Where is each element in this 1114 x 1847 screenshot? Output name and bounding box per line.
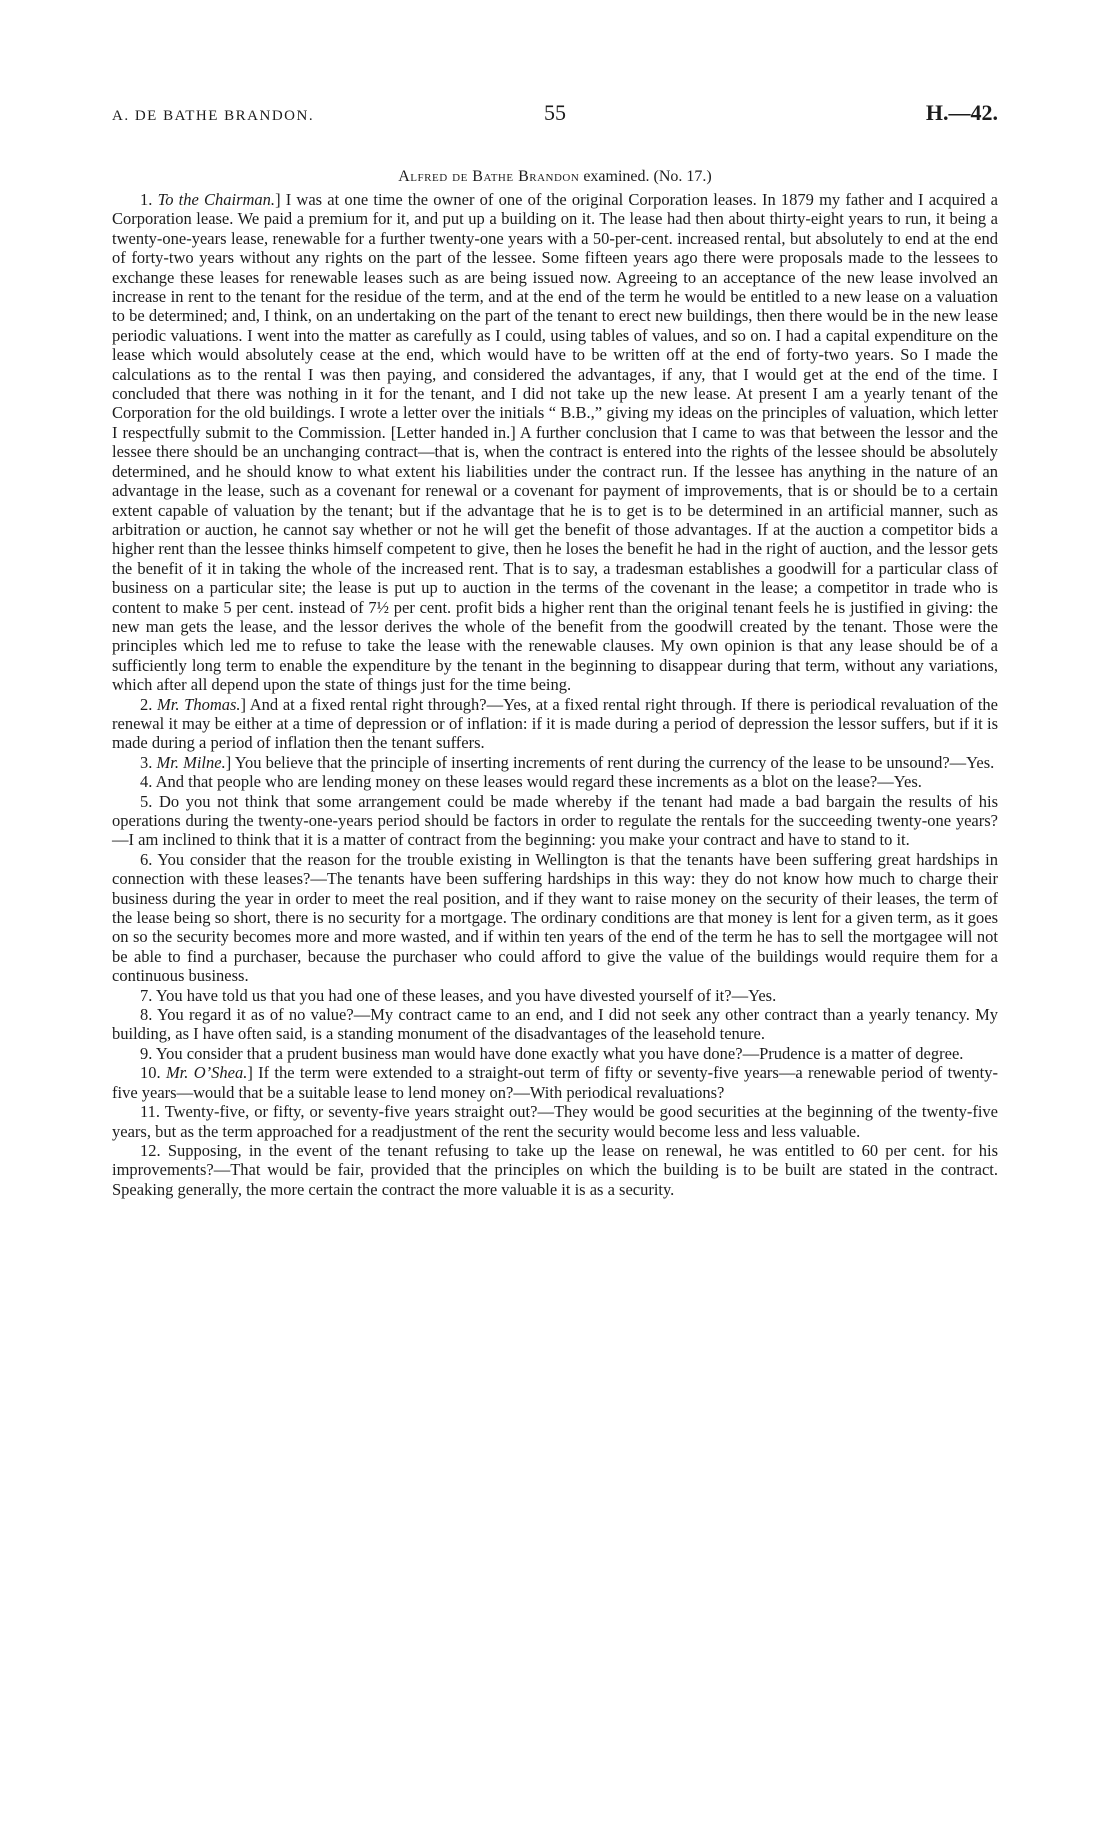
question-paragraph	[112, 986, 998, 1005]
question-paragraph	[112, 1044, 998, 1063]
question-text: ] If the term were extended to a straight-out term of fifty or seventy-five years—a renewable period of twenty-five years—would that be a suitable lease to lend money on?—With periodical revaluations?	[112, 1063, 998, 1102]
questioner-name: Mr. Thomas.	[157, 694, 241, 714]
page-number: 55	[544, 100, 566, 125]
witness-number: (No. 17.)	[653, 168, 712, 185]
question-number: 12.	[140, 1140, 161, 1160]
question-text: You consider that a prudent business man would have done exactly what you have done?—Prudence is a matter of degree.	[155, 1043, 964, 1063]
question-number: 3.	[140, 752, 153, 772]
document-page	[112, 100, 998, 1199]
question-paragraph	[112, 850, 998, 986]
question-text: You have told us that you had one of these leases, and you have divested yourself of it?—Yes.	[155, 985, 777, 1005]
question-text: Do you not think that some arrangement could be made whereby if the tenant had made a bad bargain the results of his operations during the twenty-one-years period should be factors in order to regulate the rentals for the succeeding twenty-one years?—I am inclined to think that it is a matter of contract from the beginning: you make your contract and have to stand to it.	[112, 791, 998, 850]
witness-heading-rest: examined.	[579, 168, 650, 185]
question-number: 1.	[140, 190, 153, 209]
question-number: 8.	[140, 1005, 153, 1025]
question-number: 7.	[140, 985, 153, 1005]
question-text: And that people who are lending money on these leases would regard these increments as a blot on the lease?—Yes.	[155, 772, 922, 792]
question-text: Twenty-five, or fifty, or seventy-five years straight out?—They would be good securities at the beginning of the twenty-five years, but as the term approached for a readjustment of the rent the security would become less and less valuable.	[112, 1102, 998, 1141]
question-number: 10.	[140, 1063, 161, 1083]
question-text: ] And at a fixed rental right through?—Yes, at a fixed rental right through. If there is periodical revaluation of the renewal it may be either at a time of depression or of inflation: if it is made during a period of depression the lessor suffers, but if it is made during a period of inflation then the tenant suffers.	[112, 694, 998, 753]
question-paragraph	[112, 753, 998, 772]
document-reference: H.—42.	[925, 100, 998, 125]
witness-heading	[112, 168, 998, 186]
question-paragraph	[112, 1141, 998, 1199]
question-number: 2.	[140, 694, 153, 714]
question-text: You consider that the reason for the trouble existing in Wellington is that the tenants have been suffering great hardships in connection with these leases?—The tenants have been suffering hardships in this way: they do not know how much to charge their business during the year in order to meet the real position, and if they want to raise money on the security of their leases, the term of the lease being so short, there is no security for a mortgage. The ordinary conditions are that money is lent for a given term, as it goes on so the security becomes more and more wasted, and if within ten years of the end of the term he has to sell the mortgagee will not be able to find a purchaser, because the purchaser who could afford to give the value of the buildings would require them for a continuous business.	[112, 849, 999, 986]
question-paragraph	[112, 190, 998, 695]
question-paragraph	[112, 772, 998, 791]
question-number: 4.	[140, 772, 153, 792]
question-number: 11.	[140, 1102, 161, 1122]
questioner-name: Mr. O’Shea.	[165, 1063, 248, 1083]
question-number: 5.	[140, 791, 153, 811]
question-paragraph	[112, 1005, 998, 1044]
running-head-name: A. DE BATHE BRANDON.	[112, 108, 315, 124]
question-number: 9.	[140, 1043, 153, 1063]
question-paragraph	[112, 695, 998, 753]
question-text: Supposing, in the event of the tenant refusing to take up the lease on renewal, he was entitled to 60 per cent. for his improvements?—That would be fair, provided that the principles on which the building is to be built are stated in the contract. Speaking generally, the more certain the contract the more valuable it is as a security.	[112, 1140, 999, 1199]
questioner-name: To the Chairman.	[157, 190, 276, 209]
question-number: 6.	[140, 849, 153, 869]
question-paragraph	[112, 1063, 998, 1102]
question-text: ] I was at one time the owner of one of the original Corporation leases. In 1879 my father and I acquired a Corporation lease. We paid a premium for it, and put up a building on it. The lease had then about thirty-eight years to run, it being a twenty-one-years lease, renewable for a further twenty-one years with a 50-per-cent. increased rental, but absolutely to end at the end of forty-two years without any rights on the part of the lessee. Some fifteen years ago there were proposals made to the lessees to exchange these leases for renewable leases such as are being issued now. Agreeing to an acceptance of the new lease involved an increase in rent to the tenant for the residue of the term, and at the end of the term he would be entitled to a new lease on a valuation to be determined; and, I think, on an undertaking on the part of the tenant to erect new buildings, then there would be in the new lease periodic valuations. I went into the matter as carefully as I could, using tables of values, and so on. I had a capital expenditure on the lease which would absolutely cease at the end, which would have to be written off at the end of forty-two years. So I made the calculations as to the rental I was then paying, and considered the advantages, if any, that I would get at the end of the time. I concluded that there was nothing in it for the tenant, and I did not take up the new lease. At present I am a yearly tenant of the Corporation for the old buildings. I wrote a letter over the initials “ B.B.,” giving my ideas on the principles of valuation, which letter I respectfully submit to the Commission. [Letter handed in.] A further conclusion that I came to was that between the lessor and the lessee there should be an unchanging contract—that is, when the contract is entered into the rights of the lessee should be absolutely determined, and he should know to what extent his liabilities under the contract run. If the lessee has anything in the nature of an advantage in the lease, such as a covenant for renewal or a covenant for payment of improvements, that is or should be to a certain extent capable of valuation by the tenant; but if the advantage that he is to get is to be determined in an artificial manner, such as arbitration or auction, he cannot say whether or not he will get the benefit of those advantages. If at the auction a competitor bids a higher rent than the lessee thinks himself competent to give, then he loses the benefit he had in the right of auction, and the lessor gets the benefit of it in taking the whole of the increased rent. That is to say, a tradesman establishes a goodwill for a particular class of business on a particular site; the lease is put up to auction in the terms of the covenant in the lease; a competitor in trade who is content to make 5 per cent. instead of 7½ per cent. profit bids a higher rent than the original tenant feels he is justified in giving: the new man gets the lease, and the lessor derives the whole of the benefit from the goodwill created by the tenant. Those were the principles which led me to refuse to take the lease with the renewable clauses. My own opinion is that any lease should be of a sufficiently long term to enable the expenditure by the tenant in the beginning to disappear during that term, without any variations, which after all depend upon the state of things just for the time being.	[112, 190, 999, 695]
question-paragraph	[112, 792, 998, 850]
witness-name: Alfred de Bathe Brandon	[398, 168, 580, 185]
questioner-name: Mr. Milne.	[156, 752, 226, 772]
page-header	[112, 100, 998, 140]
question-text: ] You believe that the principle of inserting increments of rent during the currency of the lease to be unsound?—Yes.	[225, 752, 995, 772]
testimony-body	[112, 190, 998, 1199]
question-paragraph	[112, 1102, 998, 1141]
question-text: You regard it as of no value?—My contract came to an end, and I did not seek any other contract than a yearly tenancy. My building, as I have often said, is a standing monument of the disadvantages of the leasehold tenure.	[112, 1005, 998, 1044]
